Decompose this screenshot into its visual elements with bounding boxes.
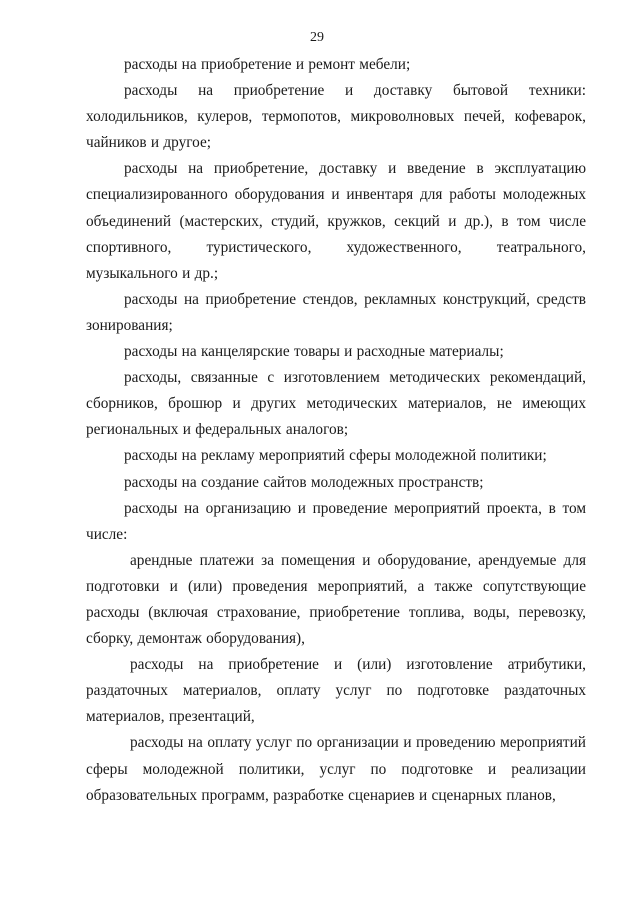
paragraph: расходы на приобретение стендов, рекламных конструкций, средств зонирования; (86, 290, 586, 334)
paragraph: расходы на канцелярские товары и расходные материалы; (124, 343, 504, 361)
paragraph: расходы на приобретение и ремонт мебели; (124, 56, 411, 73)
paragraph: расходы, связанные с изготовлением методических рекомендаций, сборников, брошюр и других методических материалов, не имеющих региональных и федеральных аналогов; (86, 369, 586, 439)
sub-paragraph: расходы на оплату услуг по организации и проведению мероприятий сферы молодежной политики, услуг по подготовке и реализации образовательных программ, разработке сценариев и сценарных планов, (86, 734, 586, 804)
paragraph: расходы на рекламу мероприятий сферы молодежной политики; (124, 447, 547, 465)
sub-paragraph: арендные платежи за помещения и оборудование, арендуемые для подготовки и (или) проведения мероприятий, а также сопутствующие расходы (включая страхование, приобретение топлива, воды, перевозку, сборку, демонтаж оборудования), (86, 551, 586, 648)
paragraph: расходы на приобретение и доставку бытовой техники: холодильников, кулеров, термопотов, микроволновых печей, кофеварок, чайников и другое; (86, 82, 586, 152)
paragraph: расходы на организацию и проведение мероприятий проекта, в том числе: (86, 499, 586, 543)
paragraph: расходы на приобретение, доставку и введение в эксплуатацию специализированного оборудования и инвентаря для работы молодежных объединений (мастерских, студий, кружков, секций и др.), в том числе спортивного, туристического, художественного, театрального, музыкального и др.; (86, 160, 586, 282)
page-number: 29 (310, 30, 324, 45)
sub-paragraph: расходы на приобретение и (или) изготовление атрибутики, раздаточных материалов, оплату услуг по подготовке раздаточных материалов, презентаций, (86, 656, 586, 726)
paragraph: расходы на создание сайтов молодежных пространств; (124, 473, 484, 491)
body-text (86, 52, 586, 809)
